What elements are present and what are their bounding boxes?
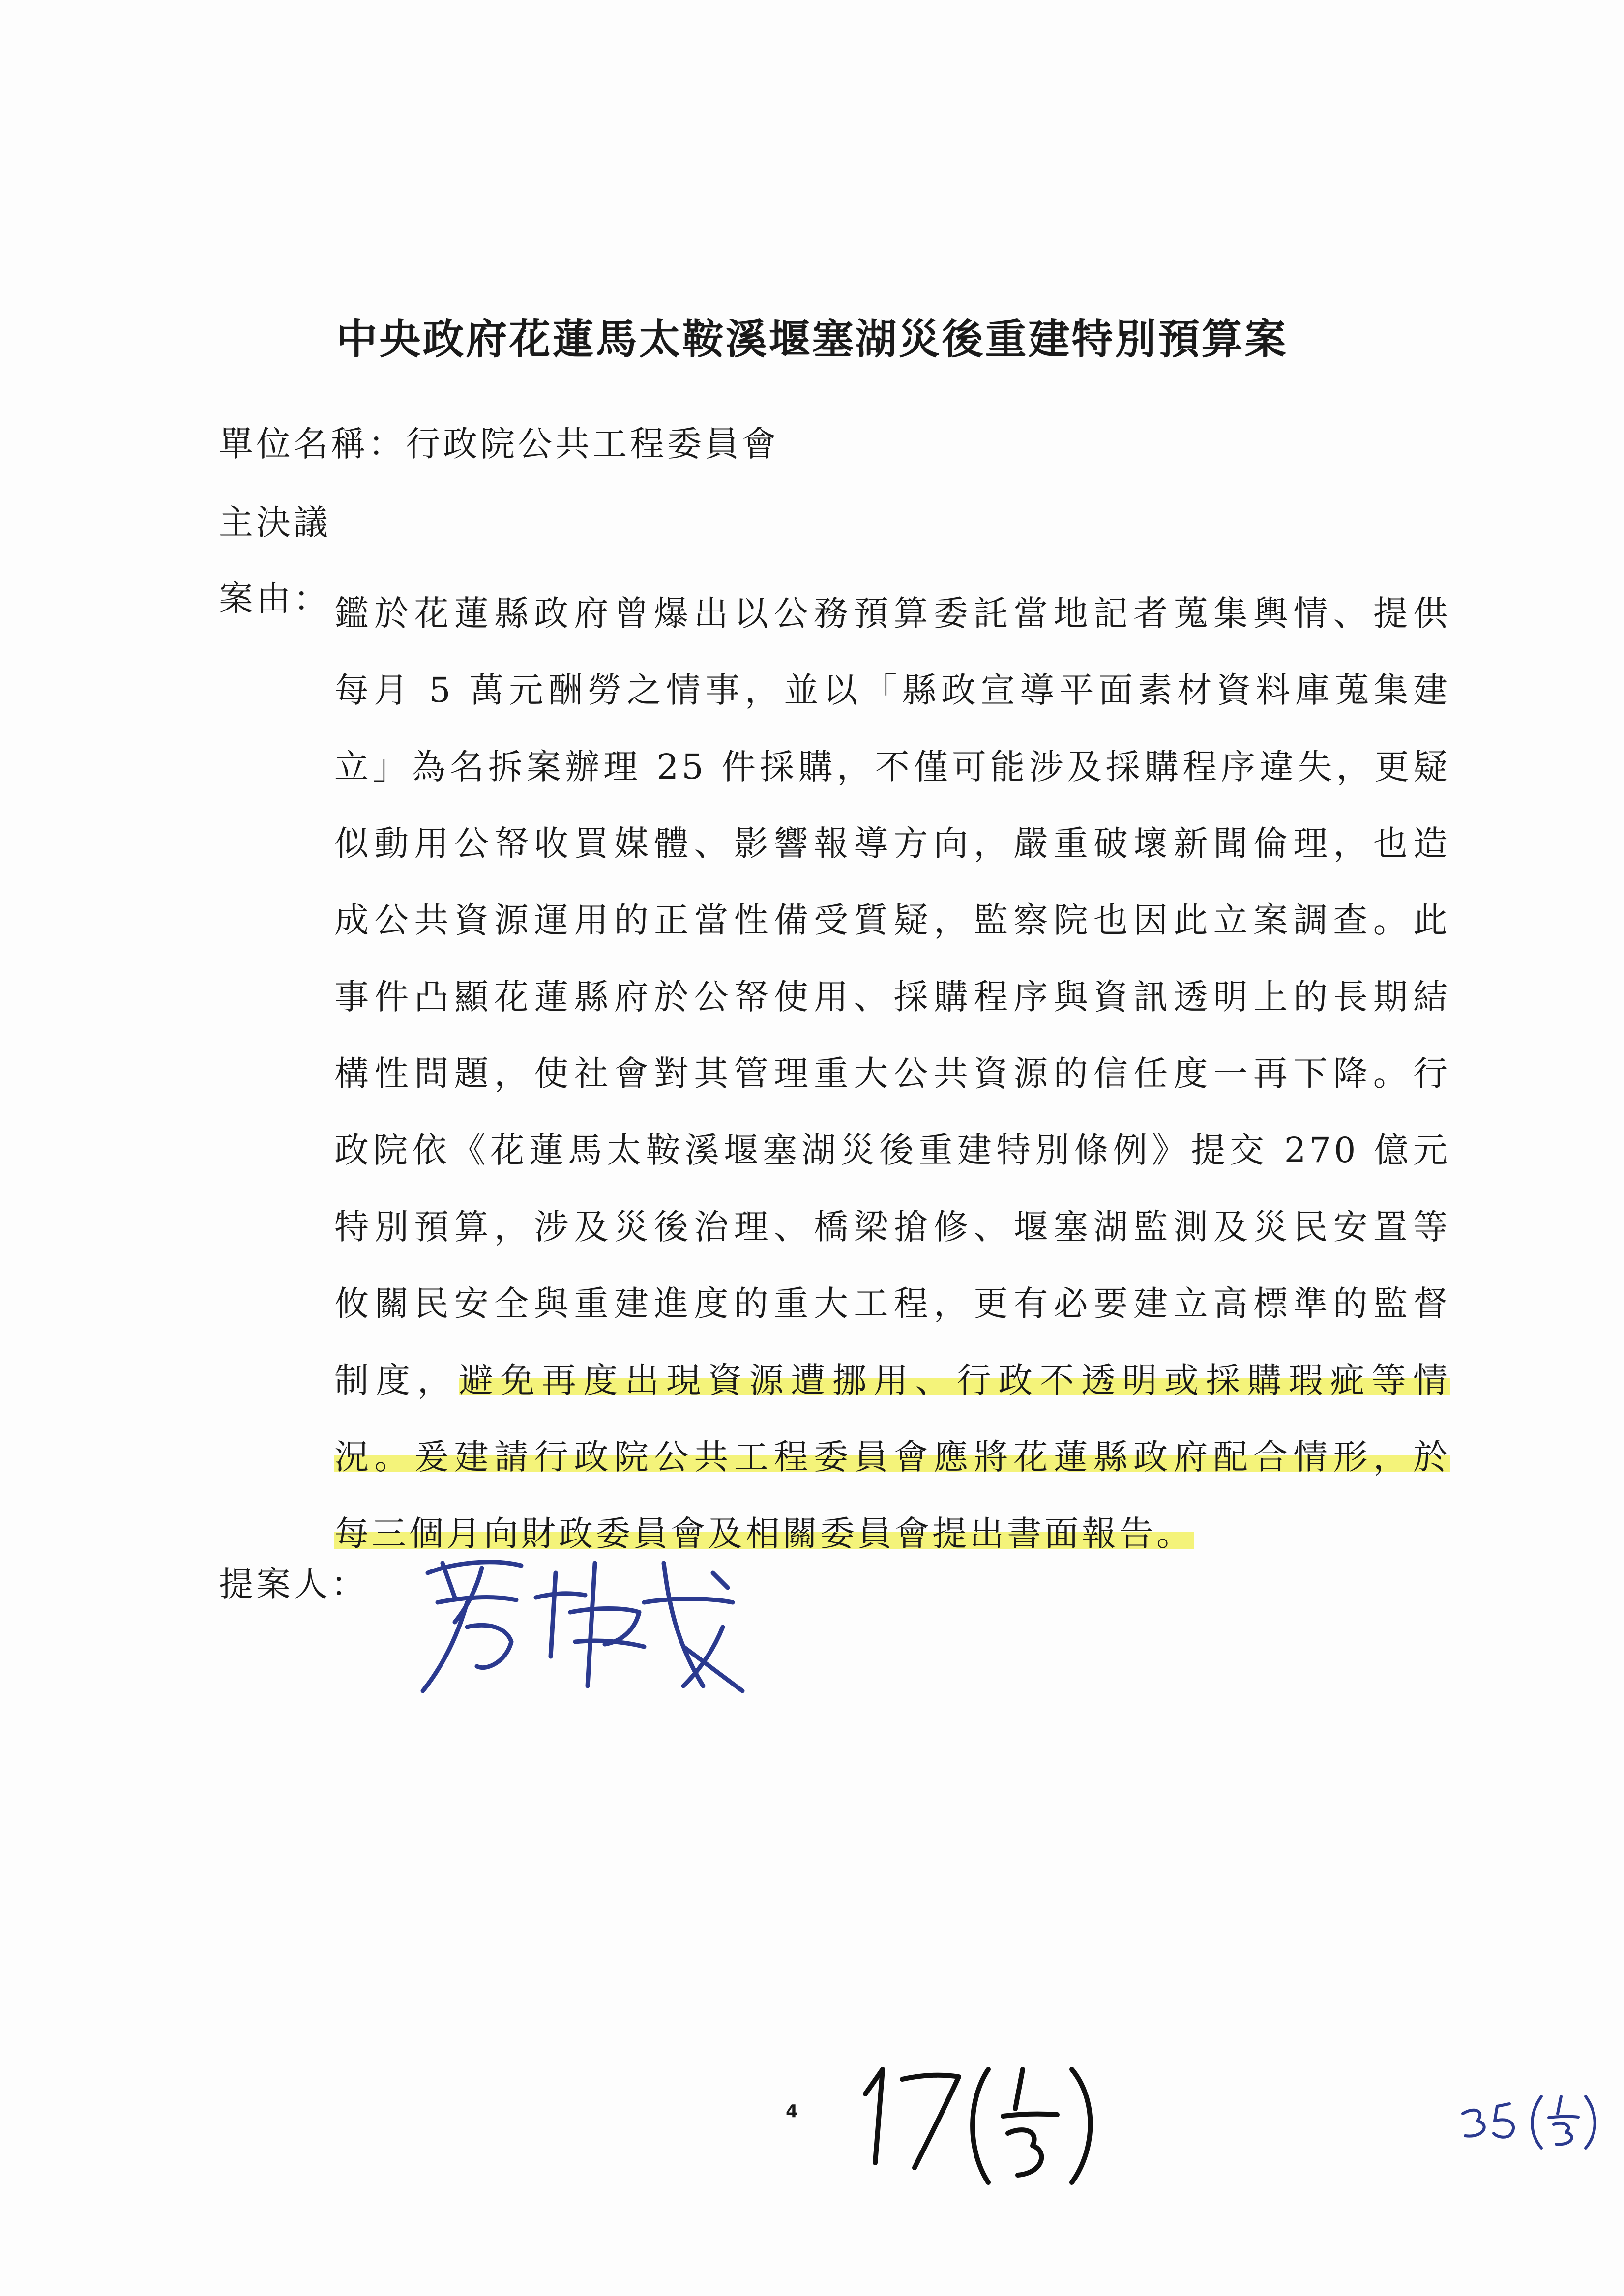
case-line: 構性問題，使社會對其管理重大公共資源的信任度一再下降。行: [334, 1053, 1450, 1094]
case-line: 成公共資源運用的正當性備受質疑，監察院也因此立案調查。此: [334, 900, 1450, 940]
case-line: 攸關民安全與重建進度的重大工程，更有必要建立高標準的監督: [334, 1283, 1450, 1324]
case-line: 鑑於花蓮縣政府曾爆出以公務預算委託當地記者蒐集輿情、提供: [334, 593, 1450, 634]
highlighted-text: 避免再度出現資源遭挪用、行政不透明或採購瑕疵等情: [459, 1360, 1451, 1400]
case-line-highlighted: 制度，避免再度出現資源遭挪用、行政不透明或採購瑕疵等情: [334, 1360, 1451, 1400]
case-line: 特別預算，涉及災後治理、橋梁搶修、堰塞湖監測及災民安置等: [334, 1207, 1450, 1247]
case-line: 立」為名拆案辦理 25 件採購，不僅可能涉及採購程序違失，更疑: [334, 747, 1450, 787]
highlighted-text: 每三個月向財政委員會及相關委員會提出書面報告。: [334, 1513, 1194, 1554]
proposer-label: 提案人：: [219, 1564, 368, 1604]
case-line: 事件凸顯花蓮縣府於公帑使用、採購程序與資訊透明上的長期結: [334, 977, 1450, 1017]
case-line-highlighted: [334, 1419, 1450, 1495]
highlighted-text: 況。爰建請行政院公共工程委員會應將花蓮縣政府配合情形，於: [334, 1437, 1450, 1477]
case-line: 每月 5 萬元酬勞之情事，並以「縣政宣導平面素材資料庫蒐集建: [334, 670, 1450, 710]
handwritten-signature: [408, 1543, 752, 1701]
resolution-type: 主決議: [219, 502, 331, 543]
handwritten-annotation: [846, 2040, 1121, 2202]
page-number: 4: [786, 2101, 798, 2122]
document-title: 中央政府花蓮馬太鞍溪堰塞湖災後重建特別預算案: [336, 315, 1288, 363]
case-line: 似動用公帑收買媒體、影響報導方向，嚴重破壞新聞倫理，也造: [334, 823, 1450, 864]
case-label: 案由：: [219, 579, 331, 619]
handwritten-annotation-blue: [1455, 2079, 1603, 2153]
unit-name: 單位名稱：行政院公共工程委員會: [219, 424, 779, 464]
case-line: 政院依《花蓮馬太鞍溪堰塞湖災後重建特別條例》提交 270 億元: [334, 1130, 1450, 1170]
case-body: [334, 575, 1450, 1572]
